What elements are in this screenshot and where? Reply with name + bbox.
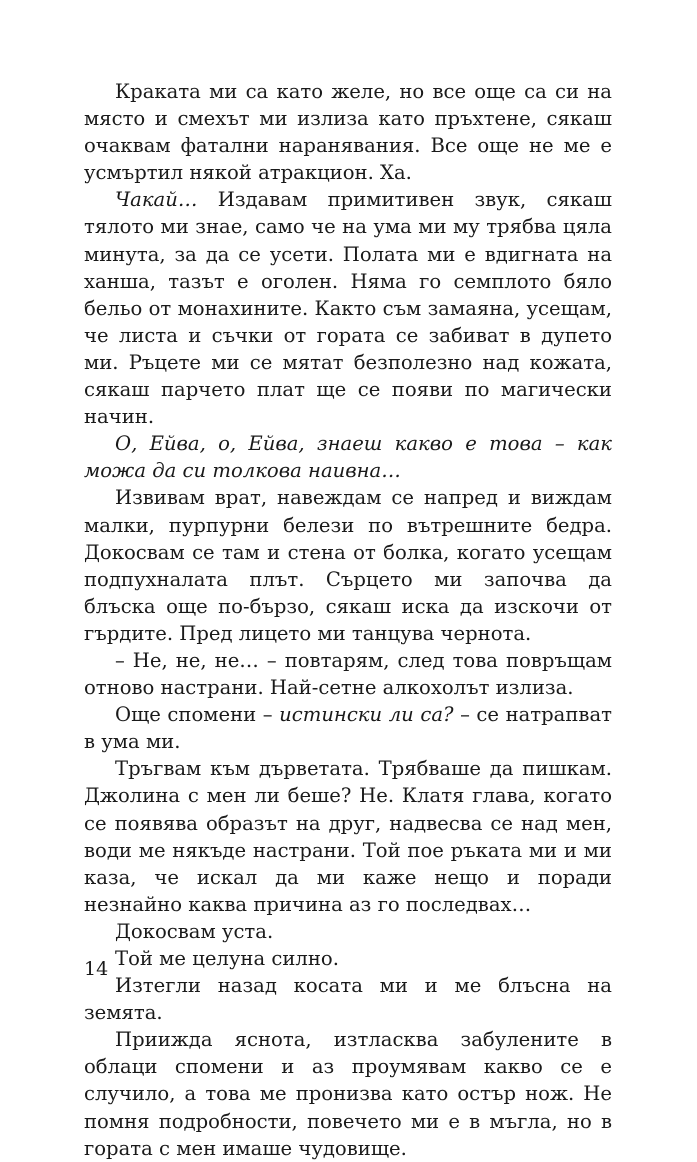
- paragraph: [84, 918, 612, 945]
- paragraph: [84, 1026, 612, 1161]
- paragraph: [84, 701, 612, 755]
- text-run: Краката ми са като желе, но все още са си на място и смехът ми излиза като пръхтене, сякаш очаквам фатални наранявания. Все още не ме е усмъртил някой атракцион. Ха.: [84, 80, 612, 185]
- page-number: 14: [84, 958, 109, 980]
- paragraph: [84, 755, 612, 918]
- paragraph: [84, 78, 612, 186]
- text-run: – Не, не, не… – повтарям, след това повръщам отново настрани. Най-сетне алкохолът излиза.: [84, 648, 612, 700]
- text-run: Тръгвам към дърветата. Трябваше да пишкам. Джолина с мен ли беше? Не. Клатя глава, когато се появява образът на друг, надвесва се над мен, води ме някъде настрани. Той пое ръката ми и ми каза, че искал да ми каже нещо и поради незнайно каква причина аз го последвах…: [84, 757, 612, 916]
- page-text-body: [84, 78, 612, 1162]
- text-run: Още спомени –: [115, 703, 280, 727]
- paragraph: [84, 647, 612, 701]
- italic-text-run: О, Ейва, о, Ейва, знаеш какво е това – как можа да си толкова наивна…: [84, 432, 612, 483]
- paragraph: [84, 972, 612, 1026]
- text-run: – се натрапват в ума ми.: [84, 703, 612, 754]
- paragraph: [84, 484, 612, 647]
- italic-text-run: истински ли са?: [279, 703, 454, 727]
- italic-text-run: Чакай…: [115, 188, 198, 212]
- paragraph: [84, 945, 612, 972]
- text-run: Докосвам уста.: [115, 919, 274, 943]
- text-run: Приижда яснота, изтласква забулените в облаци спомени и аз проумявам какво се е случило, а това ме пронизва като остър нож. Не помня подробности, повечето ми е в мъгла, но в гората с мен имаше чудовище.: [84, 1028, 612, 1160]
- text-run: Той ме целуна силно.: [115, 947, 339, 970]
- text-run: Извивам врат, навеждам се напред и виждам малки, пурпурни белези по вътрешните бедра. Докосвам се там и стена от болка, когато усещам подпухналата плът. Сърцето ми започва да блъска още по-бързо, сякаш иска да изскочи от гърдите. Пред лицето ми танцува чернота.: [84, 486, 612, 645]
- text-run: Изтегли назад косата ми и ме блъсна на земята.: [84, 974, 612, 1025]
- paragraph: [84, 430, 612, 484]
- paragraph: [84, 186, 612, 430]
- text-run: Издавам примитивен звук, сякаш тялото ми знае, само че на ума ми му трябва цяла минута, за да се усети. Полата ми е вдигната на ханша, тазът е оголен. Няма го семплото бяло бельо от монахините. Както съм замаяна, усещам, че листа и съчки от гората се забиват в дупето ми. Ръцете ми се мятат безполезно над кожата, сякаш парчето плат ще се появи по магически начин.: [84, 188, 612, 429]
